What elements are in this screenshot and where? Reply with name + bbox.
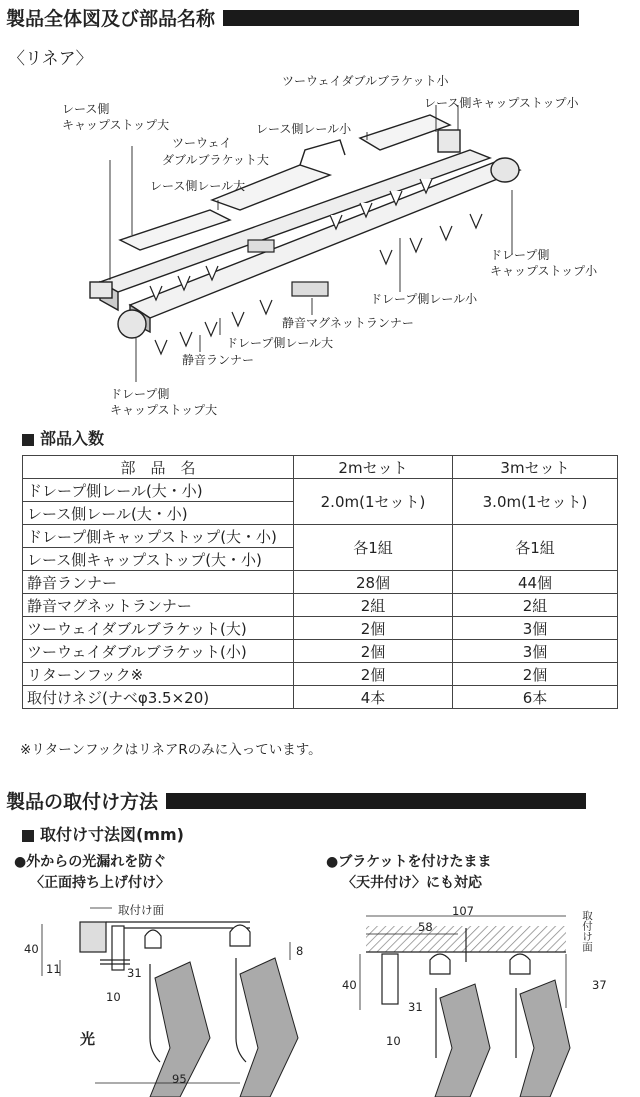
label-two-way-large-1: ツーウェイ [172,136,232,150]
section-header-install [6,787,586,814]
section-title: 製品全体図及び部品名称 [6,8,216,30]
table-row [23,686,618,709]
table-cell: 静音マグネットランナー [23,594,294,617]
table-header-row [23,456,618,479]
table-row [23,617,618,640]
table-cell: 6本 [453,686,618,709]
label-drape-cap-large-2: キャップストップ大 [110,403,218,417]
table-cell: レース側キャップストップ(大・小) [23,548,294,571]
table-cell: ツーウェイダブルブラケット(小) [23,640,294,663]
product-name: 〈リネア〉 [8,49,93,69]
left-surface-label: 取付け面 [118,903,164,917]
left-light: 光 [80,1030,96,1048]
header-bar [166,793,586,809]
left-bullet-2: 〈正面持ち上げ付け〉 [30,875,170,891]
label-lace-rail-large: レース側レール大 [150,179,246,193]
table-cell: 静音ランナー [23,571,294,594]
label-drape-rail-small: ドレープ側レール小 [370,292,478,306]
dim-title-text: 取付け寸法図(mm) [40,825,184,844]
left-dim-10: 10 [106,990,121,1004]
label-lace-rail-small: レース側レール小 [256,122,352,136]
table-cell: 各1組 [294,525,453,571]
table-header: 2mセット [294,456,453,479]
table-cell: 2個 [294,663,453,686]
label-drape-rail-large: ドレープ側レール大 [226,336,334,350]
table-cell: ドレープ側キャップストップ(大・小) [23,525,294,548]
table-row [23,479,618,502]
table-cell: 2組 [294,594,453,617]
right-dim-37: 37 [592,978,607,992]
table-cell: リターンフック※ [23,663,294,686]
table-cell: 取付けネジ(ナベφ3.5×20) [23,686,294,709]
table-row [23,640,618,663]
section-title: 製品の取付け方法 [6,791,159,813]
section-header-overview [6,4,579,31]
label-lace-cap-large-1: レース側 [62,102,110,116]
table-cell: 44個 [453,571,618,594]
parts-table [22,455,618,709]
table-cell: 2個 [453,663,618,686]
right-dim-40: 40 [342,978,357,992]
table-row [23,525,618,548]
label-drape-cap-small-1: ドレープ側 [490,248,550,262]
table-cell: 3.0m(1セット) [453,479,618,525]
label-drape-cap-large-1: ドレープ側 [110,387,170,401]
table-cell: 2.0m(1セット) [294,479,453,525]
table-cell: 4本 [294,686,453,709]
table-cell: 28個 [294,571,453,594]
right-dim-10: 10 [386,1034,401,1048]
table-cell: 3個 [453,640,618,663]
label-magnet-runner: 静音マグネットランナー [282,316,414,330]
footnote: ※リターンフックはリネアRのみに入っています。 [20,742,322,758]
table-header: 3mセット [453,456,618,479]
table-cell: ドレープ側レール(大・小) [23,479,294,502]
table-row [23,663,618,686]
parts-title-text: 部品入数 [40,429,105,448]
label-drape-cap-small-2: キャップストップ小 [490,264,598,278]
left-dim-8: 8 [296,944,304,958]
square-bullet [22,830,34,842]
right-surface-label: 取付け面 [581,910,593,952]
dim-title [22,822,184,845]
table-cell: 3個 [453,617,618,640]
left-dim-95: 95 [172,1072,187,1086]
table-cell: 2個 [294,640,453,663]
parts-title [22,426,104,449]
left-dim-11: 11 [46,962,61,976]
table-cell: レース側レール(大・小) [23,502,294,525]
right-dim-107: 107 [452,904,474,918]
left-bullet-1: ●外からの光漏れを防ぐ [14,854,167,870]
left-dim-31: 31 [127,966,142,980]
table-cell: ツーウェイダブルブラケット(大) [23,617,294,640]
table-row [23,571,618,594]
label-lace-cap-small: レース側キャップストップ小 [424,96,579,110]
left-dim-40: 40 [24,942,39,956]
right-bullet-1: ●ブラケットを付けたまま [326,854,492,870]
right-dim-58: 58 [418,920,433,934]
header-bar [223,10,579,26]
right-bullet-2: 〈天井付け〉にも対応 [342,875,482,891]
label-two-way-large-2: ダブルブラケット大 [162,153,269,167]
table-header: 部 品 名 [23,456,294,479]
label-two-way-small: ツーウェイダブルブラケット小 [282,74,449,88]
square-bullet [22,434,34,446]
table-cell: 2個 [294,617,453,640]
table-row [23,594,618,617]
table-cell: 2組 [453,594,618,617]
label-lace-cap-large-2: キャップストップ大 [62,118,170,132]
left-install-diagram [0,898,320,1097]
table-cell: 各1組 [453,525,618,571]
right-dim-31: 31 [408,1000,423,1014]
label-quiet-runner: 静音ランナー [182,353,255,367]
